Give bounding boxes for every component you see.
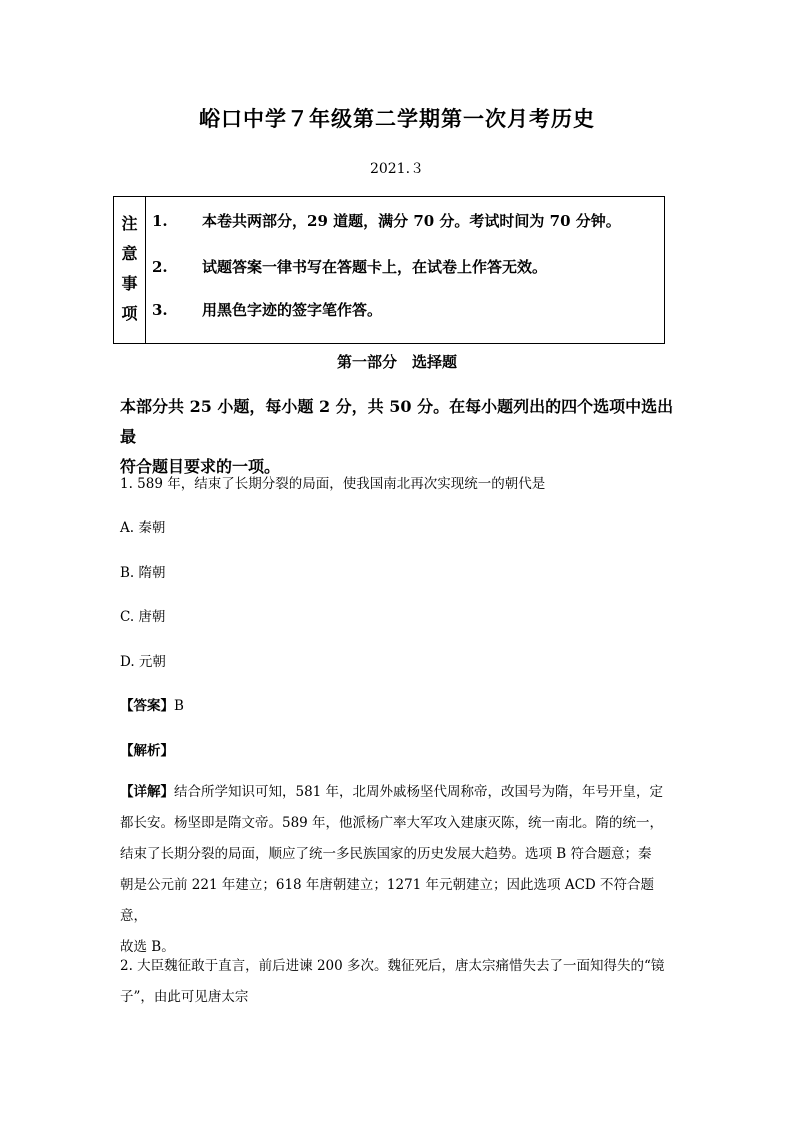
notice-heading-char: 意 [121, 244, 138, 263]
answer-label: 【答案】 [120, 698, 174, 714]
exam-date: 2021.３ [369, 161, 425, 177]
option-a: A. 秦朝 [120, 520, 166, 536]
answer-line [120, 694, 184, 714]
notice-box [113, 196, 665, 344]
page-title: 峪口中学７年级第二学期第一次月考历史 [199, 106, 595, 131]
notice-heading [114, 197, 146, 343]
analysis-line-text: 结合所学知识可知，581 年，北周外戚杨坚代周称帝，改国号为隋，年号开皇，定 [174, 784, 664, 800]
analysis-line: 故选 B。 [120, 939, 175, 955]
detail-label: 【详解】 [120, 784, 174, 800]
question-2-line: 子”，由此可见唐太宗 [120, 989, 249, 1005]
notice-item-3 [152, 299, 382, 320]
notice-heading-char: 注 [121, 214, 138, 233]
analysis-line: 都长安。杨坚即是隋文帝。589 年，他派杨广率大军攻入建康灭陈，统一南北。隋的统一， [120, 815, 664, 831]
notice-item-number: 2. [152, 258, 168, 276]
analysis-line [120, 777, 680, 808]
option-c: C. 唐朝 [120, 609, 166, 625]
notice-item-number: 3. [152, 301, 168, 319]
notice-heading-char: 项 [121, 304, 138, 323]
question-1-stem: 1. 589 年，结束了长期分裂的局面，使我国南北再次实现统一的朝代是 [120, 476, 546, 492]
option-d: D. 元朝 [120, 654, 166, 670]
analysis-label-text: 【解析】 [120, 743, 174, 759]
analysis-label [120, 739, 174, 759]
analysis-detail [120, 777, 680, 963]
analysis-line: 结束了长期分裂的局面，顺应了统一多民族国家的历史发展大趋势。选项 B 符合题意；秦 [120, 846, 652, 862]
notice-item-number: 1. [152, 212, 168, 230]
notice-item-text: 用黑色字迹的签字笔作答。 [202, 301, 383, 319]
notice-item-text: 本卷共两部分，29 道题，满分 70 分。考试时间为 70 分钟。 [202, 212, 621, 230]
notice-item-text: 试题答案一律书写在答题卡上，在试卷上作答无效。 [202, 258, 548, 276]
section-title: 第一部分 选择题 [336, 353, 457, 371]
section-intro [120, 392, 675, 482]
question-2-line: 2. 大臣魏征敢于直言，前后进谏 200 多次。魏征死后，唐太宗痛惜失去了一面知得失的“镜 [120, 958, 665, 974]
notice-item-2 [152, 256, 547, 277]
analysis-line: 朝是公元前 221 年建立；618 年唐朝建立；1271 年元朝建立；因此选项 ACD 不符合题意， [120, 877, 655, 924]
notice-heading-char: 事 [121, 274, 138, 293]
question-2-stem [120, 951, 680, 1013]
option-b: B. 隋朝 [120, 565, 166, 581]
notice-item-1 [152, 210, 621, 231]
answer-value: B [174, 698, 184, 714]
section-intro-line: 符合题目要求的一项。 [120, 457, 281, 476]
section-intro-line: 本部分共 25 小题，每小题 2 分，共 50 分。在每小题列出的四个选项中选出最 [120, 397, 674, 446]
